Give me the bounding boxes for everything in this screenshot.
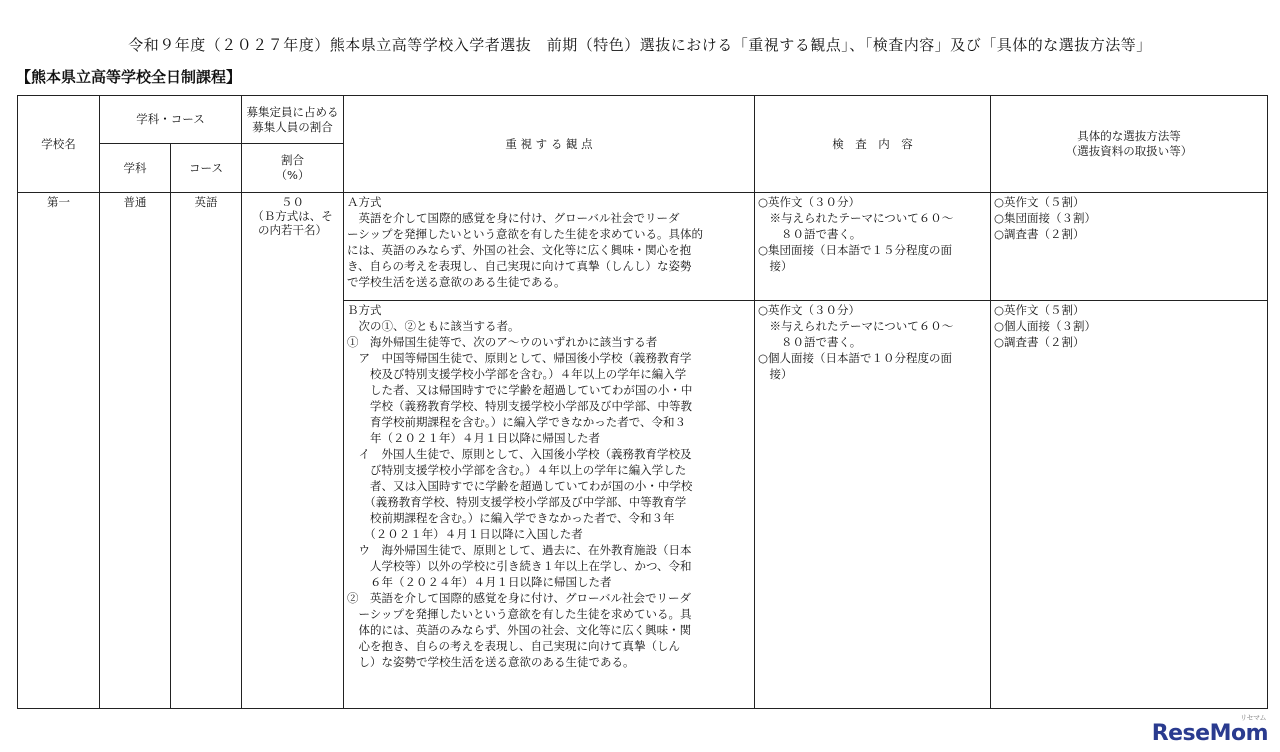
header-dept-course: 学科・コース: [100, 96, 242, 144]
b-view-line: 者、又は入国時すでに学齢を超過していてわが国の小・中学校: [347, 479, 693, 493]
cell-course: 英語: [171, 193, 242, 709]
b-view-line: 心を抱き、自らの考えを表現し、自己実現に向けて真摯（しん: [347, 639, 681, 653]
b-view-line: （義務教育学校、特別支援学校小学部及び中学部、中等教育学: [347, 495, 687, 509]
document-title: 令和９年度（２０２７年度）熊本県立高等学校入学者選抜 前期（特色）選抜における「重視する観点」、「検査内容」及び「具体的な選抜方法等」: [128, 36, 1152, 54]
b-view-line: ② 英語を介して国際的感覚を身に付け、グローバル社会でリーダ: [347, 591, 691, 605]
b-content: [755, 301, 991, 709]
b-method-line: ○英作文（５割）: [994, 303, 1085, 317]
b-view-line: 校前期課程を含む。）に編入学できなかった者で、令和３年: [347, 511, 675, 525]
logo-text: ReseMom: [1151, 721, 1268, 746]
a-method: [991, 193, 1268, 301]
header-course: コース: [171, 144, 242, 193]
b-content-line: 接）: [758, 367, 793, 381]
cell-school: 第一: [18, 193, 100, 709]
b-content-line: ※与えられたテーマについて６０～: [758, 319, 954, 333]
b-method: [991, 301, 1268, 709]
b-view-line: び特別支援学校小学部を含む。）４年以上の学年に編入学した: [347, 463, 687, 477]
header-ratio: 割合 （%）: [242, 144, 344, 193]
header-dept: 学科: [100, 144, 171, 193]
a-view-line: き、自らの考えを表現し、自己実現に向けて真摯（しんし）な姿勢: [347, 259, 692, 273]
header-ratio-top: 募集定員に占める 募集人員の割合: [242, 96, 344, 144]
b-view-line: ーシップを発揮したいという意欲を有した生徒を求めている。具: [347, 607, 692, 621]
header-viewpoint: 重 視 す る 観 点: [344, 96, 755, 193]
b-view-line: 学校（義務教育学校、特別支援学校小学部及び中学部、中等教: [347, 399, 692, 413]
b-method-line: ○個人面接（３割）: [994, 319, 1097, 333]
a-content-line: 接）: [758, 259, 793, 273]
b-view-line: 年（２０２１年）４月１日以降に帰国した者: [347, 431, 600, 445]
b-content-line: ８０語で書く。: [758, 335, 862, 349]
b-view-line: ① 海外帰国生徒等で、次のア～ウのいずれかに該当する者: [347, 335, 658, 349]
a-method-line: ○英作文（５割）: [994, 195, 1085, 209]
section-heading: 【熊本県立高等学校全日制課程】: [16, 68, 242, 86]
a-content-line: ※与えられたテーマについて６０～: [758, 211, 954, 225]
a-content: [755, 193, 991, 301]
cell-dept: 普通: [100, 193, 171, 709]
logo-subtext: リセマム: [1240, 714, 1266, 722]
b-view-line: ６年（２０２４年）４月１日以降に帰国した者: [347, 575, 612, 589]
a-viewpoint: [344, 193, 755, 301]
a-view-line: で学校生活を送る意欲のある生徒である。: [347, 275, 566, 289]
b-view-line: 次の①、②ともに該当する者。: [347, 319, 520, 333]
b-view-line: ア 中国等帰国生徒で、原則として、帰国後小学校（義務教育学: [347, 351, 692, 365]
a-content-line: ○英作文（３０分）: [758, 195, 861, 209]
b-view-line: （２０２１年）４月１日以降に入国した者: [347, 527, 583, 541]
b-view-line: 人学校等）以外の学校に引き続き１年以上在学し、かつ、令和: [347, 559, 692, 573]
b-view-line: し）な姿勢で学校生活を送る意欲のある生徒である。: [347, 655, 635, 669]
b-view-line: ウ 海外帰国生徒で、原則として、過去に、在外教育施設（日本: [347, 543, 692, 557]
b-content-line: ○英作文（３０分）: [758, 303, 861, 317]
a-method-line: ○調査書（２割）: [994, 227, 1085, 241]
a-content-line: ８０語で書く。: [758, 227, 862, 241]
a-method-line: ○集団面接（３割）: [994, 211, 1097, 225]
b-view-line: した者、又は帰国時すでに学齢を超過していてわが国の小・中: [347, 383, 693, 397]
a-view-line: には、英語のみならず、外国の社会、文化等に広く興味・関心を抱: [347, 243, 692, 257]
a-view-line: ーシップを発揮したいという意欲を有した生徒を求めている。具体的: [347, 227, 704, 241]
header-method: 具体的な選抜方法等 （選抜資料の取扱い等）: [991, 96, 1268, 193]
a-view-line: Ａ方式: [347, 195, 382, 209]
selection-table: [17, 95, 1268, 709]
b-view-line: 校及び特別支援学校小学部を含む。）４年以上の学年に編入学: [347, 367, 687, 381]
a-content-line: ○集団面接（日本語で１５分程度の面: [758, 243, 953, 257]
cell-ratio: ５０ （Ｂ方式は、そ の内若干名）: [242, 193, 344, 709]
b-content-line: ○個人面接（日本語で１０分程度の面: [758, 351, 953, 365]
b-method-line: ○調査書（２割）: [994, 335, 1085, 349]
a-view-line: 英語を介して国際的感覚を身に付け、グローバル社会でリーダ: [347, 211, 680, 225]
b-view-line: Ｂ方式: [347, 303, 382, 317]
b-view-line: イ 外国人生徒で、原則として、入国後小学校（義務教育学校及: [347, 447, 692, 461]
b-view-line: 育学校前期課程を含む。）に編入学できなかった者で、令和３: [347, 415, 687, 429]
b-view-line: 体的には、英語のみならず、外国の社会、文化等に広く興味・関: [347, 623, 692, 637]
b-viewpoint: [344, 301, 755, 709]
header-school: 学校名: [18, 96, 100, 193]
header-content: 検 査 内 容: [755, 96, 991, 193]
resemom-logo: [1151, 714, 1268, 746]
